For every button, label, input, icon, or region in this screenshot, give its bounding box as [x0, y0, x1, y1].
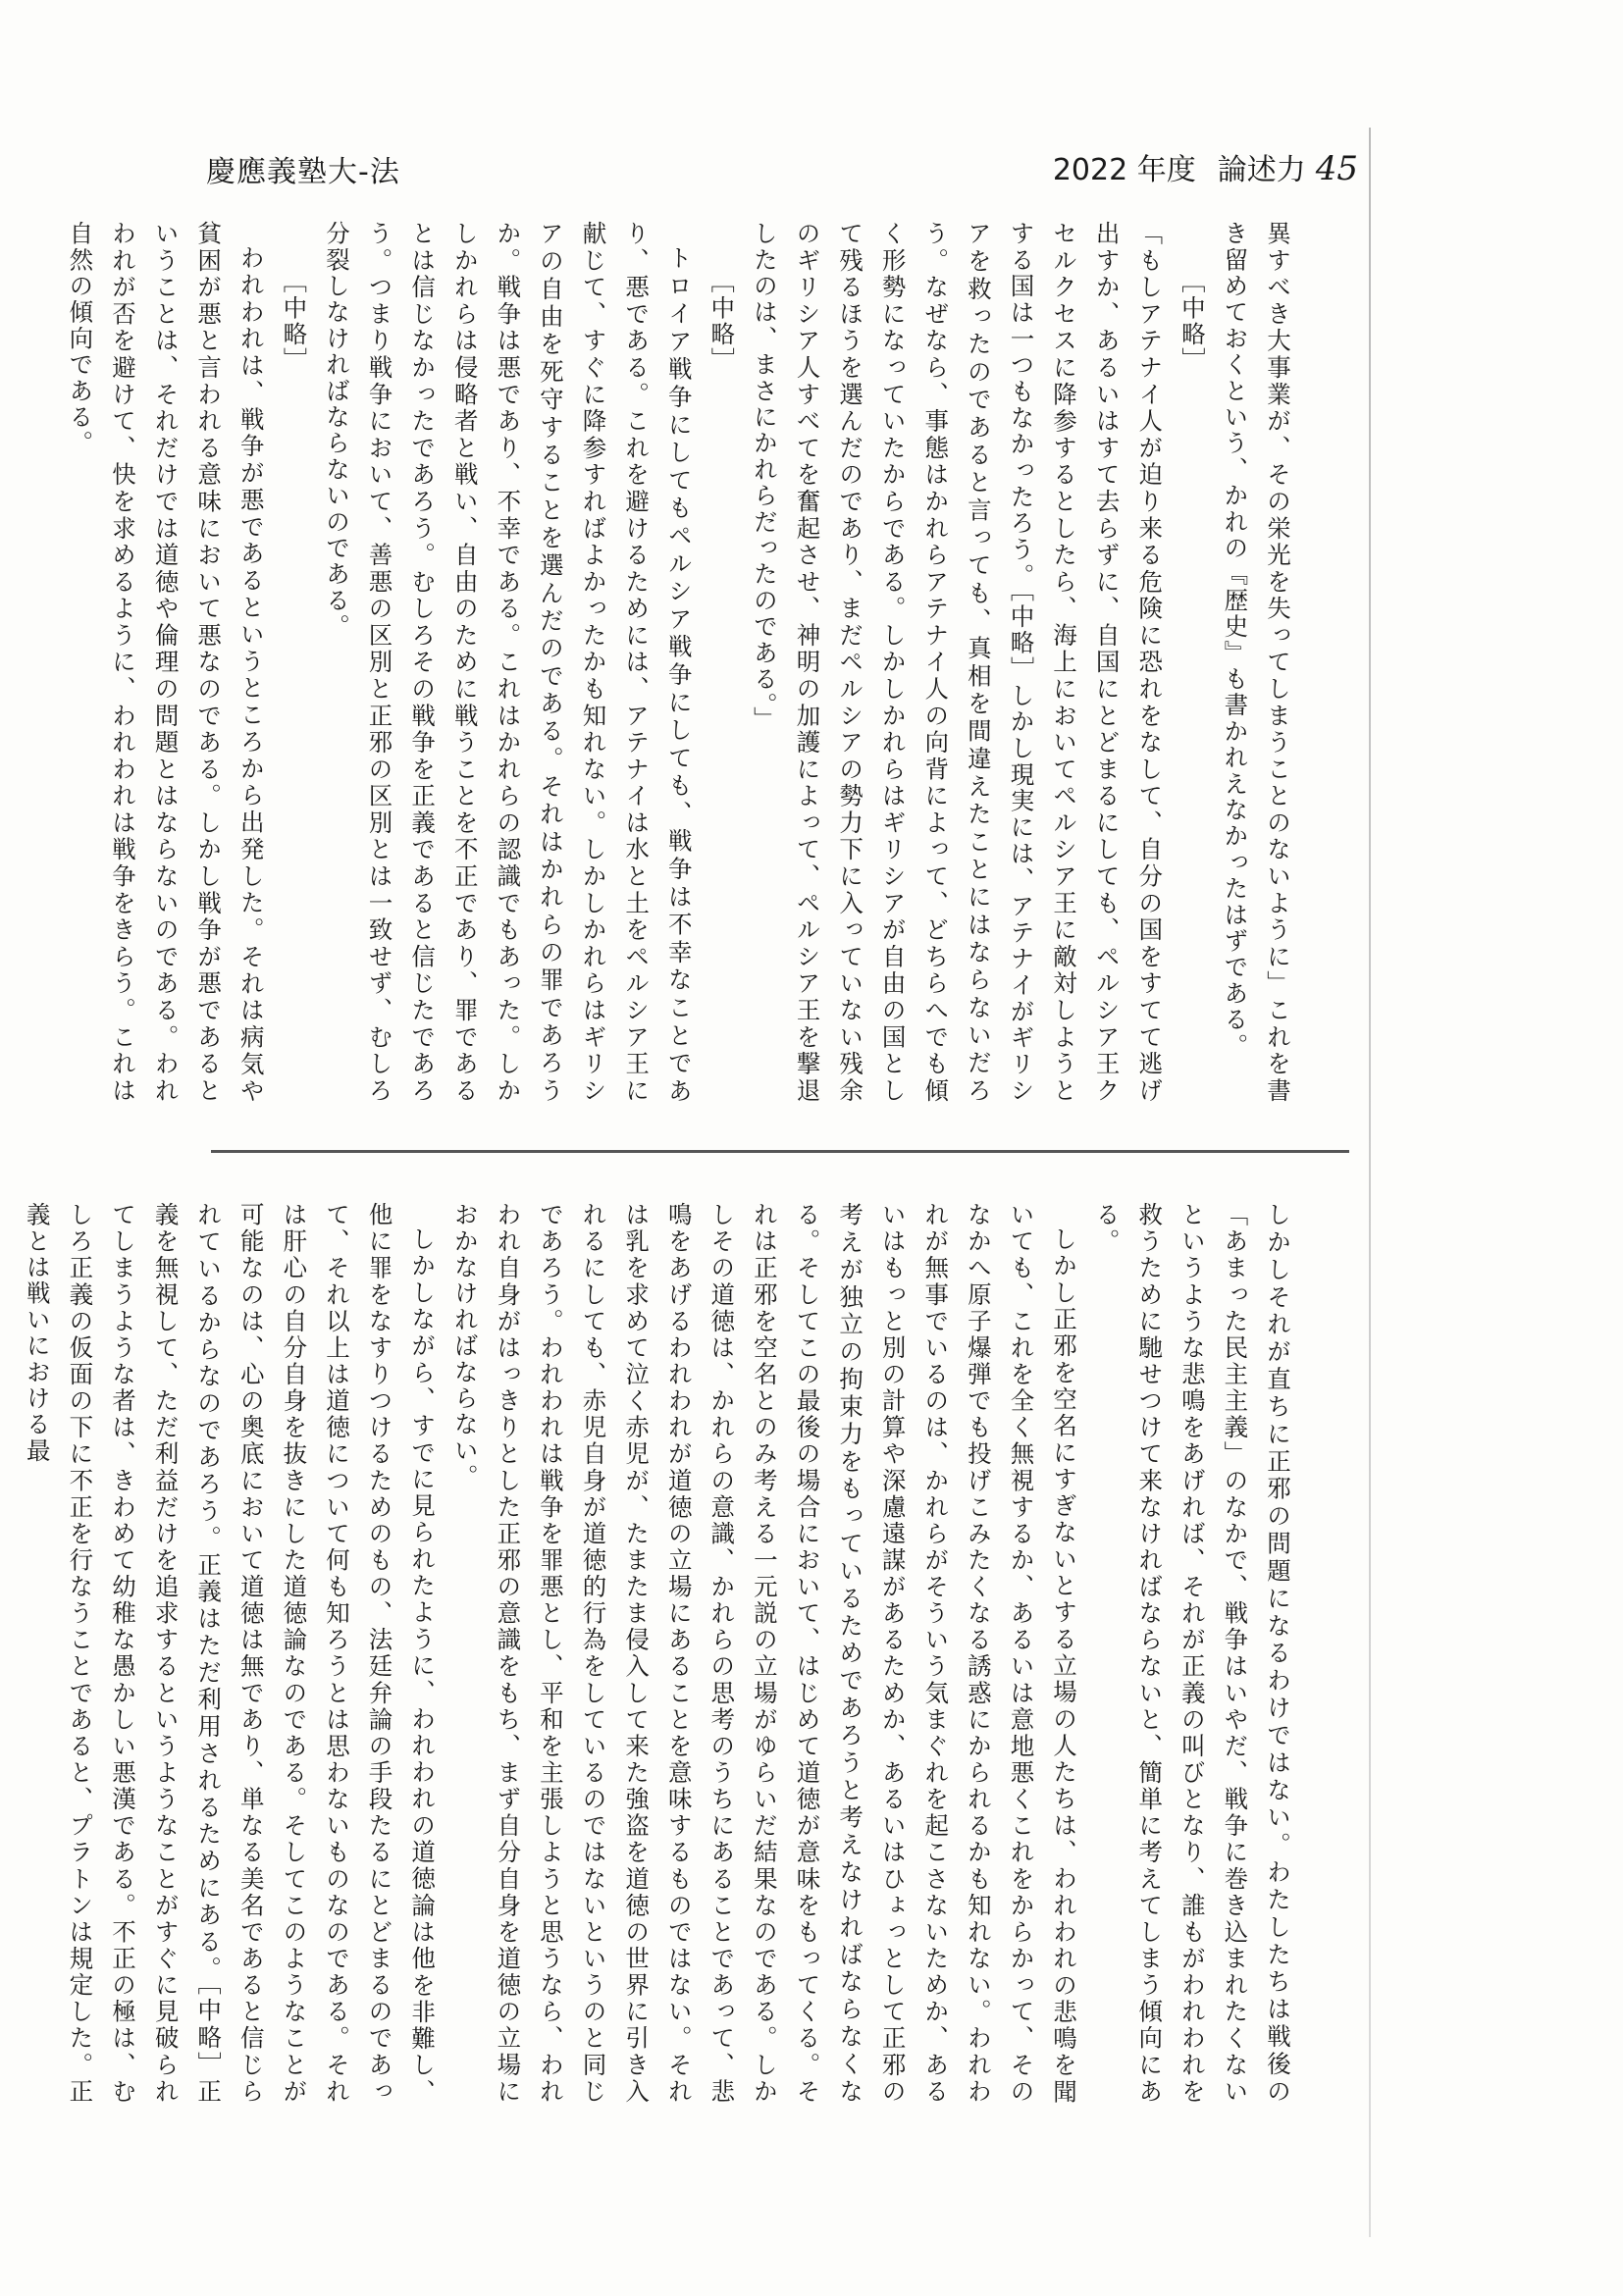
paragraph: 異すべき大事業が、その栄光を失ってしまうことのないように」これを書き留めておくという、かれの『歴史』も書かれえなかったはずである。 — [1221, 221, 1292, 1104]
paragraph: しかし正邪を空名にすぎないとする立場の人たちは、われわれの悲鳴を聞いても、これを全く無視するか、あるいは意地悪くこれをからかって、そのなかへ原子爆弾でも投げこみたくなる誘惑にかられるかも知れない。われわれが無事でいるのは、かれらがそういう気まぐれを起こさないためか、あるいはもっと別の計算や深慮遠謀があるためか、あるいはひょっとして正邪の考えが独立の拘束力をもっているためであろうと考えなければならなくなる。そしてこの最後の場合において、はじめて道徳が意味をもってくる。それは正邪を空名とのみ考える一元説の立場がゆらいだ結果なのである。しかしその道徳は、かれらの意識、かれらの思考のうちにあることであって、悲鳴をあげるわれわれが道徳の立場にあることを意味するものではない。それは乳を求めて泣く赤児が、たまたま侵入して来た強盗を道徳の世界に引き入れるにしても、赤児自身が道徳的行為をしているのではないというのと同じであろう。われわれは戦争を罪悪とし、平和を主張しようと思うなら、われわれ自身がはっきりとした正邪の意識をもち、まず自分自身を道徳の立場におかなければならない。 — [450, 1202, 1079, 2105]
omission-mark: ［中略］ — [1178, 269, 1207, 374]
paragraph: しかしながら、すでに見られたように、われわれの道徳論は他を非難し、他に罪をなすりつけるためのもの、法廷弁論の手段たるにとどまるのであって、それ以上は道徳について何も知ろうとは思わないものなのである。それは肝心の自分自身を抜きにした道徳論なのである。そしてこのようなことが可能なのは、心の奥底において道徳は無であり、単なる美名であると信じられているからなのであろう。正義はただ利用されるためにある。［中略］正義を無視して、ただ利益だけを追求するというようなことがすぐに見破られてしまうような者は、きわめて幼稚な愚かしい悪漢である。不正の極は、むしろ正義の仮面の下に不正を行なうことであると、プラトンは規定した。正義とは戦いにおける最 — [23, 1202, 438, 2105]
omission-mark: ［中略］ — [280, 269, 309, 374]
page-number: 45 — [1315, 149, 1358, 188]
bottom-text-section — [23, 1202, 1299, 2105]
omission-mark: ［中略］ — [707, 269, 737, 374]
paragraph: しかしそれが直ちに正邪の問題になるわけではない。わたしたちは戦後の「あまった民主主義」のなかで、戦争はいやだ、戦争に巻き込まれたくないというような悲鳴をあげれば、それが正義の叫びとなり、誰もがわれわれを救うために馳せつけて来なければならないと、簡単に考えてしまう傾向にある。 — [1092, 1202, 1292, 2105]
page-edge-line — [1369, 128, 1371, 2237]
section-divider — [211, 1150, 1349, 1153]
header-subject: 論述力 — [1217, 153, 1306, 187]
header-exam-info — [1053, 145, 1358, 188]
quoted-paragraph: 「もしアテナイ人が迫り来る危険に恐れをなして、自分の国をすてて逃げ出すか、あるいはすて去らずに、自国にとどまるにしても、ペルシア王クセルクセスに降参するとしたら、海上においてペルシア王に敵対しようとする国は一つもなかったろう。［中略］しかし現実には、アテナイがギリシアを救ったのであると言っても、真相を間違えたことにはならないだろう。なぜなら、事態はかれらアテナイ人の向背によって、どちらへでも傾く形勢になっていたからである。しかしかれらはギリシアが自由の国として残るほうを選んだのであり、まだペルシアの勢力下に入っていない残余のギリシア人すべてを奮起させ、神明の加護によって、ペルシア王を撃退したのは、まさにかれらだったのである。」 — [750, 221, 1165, 1104]
paragraph: われわれは、戦争が悪であるというところから出発した。それは病気や貧困が悪と言われる意味において悪なのである。しかし戦争が悪であるということは、それだけでは道徳や倫理の問題とはならないのである。われわれが否を避けて、快を求めるように、われわれは戦争をきらう。これは自然の傾向である。 — [66, 221, 266, 1104]
header-source-title: 慶應義塾大-法 — [206, 155, 400, 189]
top-text-section — [66, 221, 1299, 1104]
paragraph: トロイア戦争にしてもペルシア戦争にしても、戦争は不幸なことであり、悪である。これを避けるためには、アテナイは水と土をペルシア王に献じて、すぐに降参すればよかったかも知れない。しかしかれらはギリシアの自由を死守することを選んだのである。それはかれらの罪であろうか。戦争は悪であり、不幸である。これはかれらの認識でもあった。しかしかれらは侵略者と戦い、自由のために戦うことを不正であり、罪であるとは信じなかったであろう。むしろその戦争を正義であると信じたであろう。つまり戦争において、善悪の区別と正邪の区別とは一致せず、むしろ分裂しなければならないのである。 — [322, 221, 694, 1104]
header-year: 2022 年度 — [1052, 153, 1196, 187]
